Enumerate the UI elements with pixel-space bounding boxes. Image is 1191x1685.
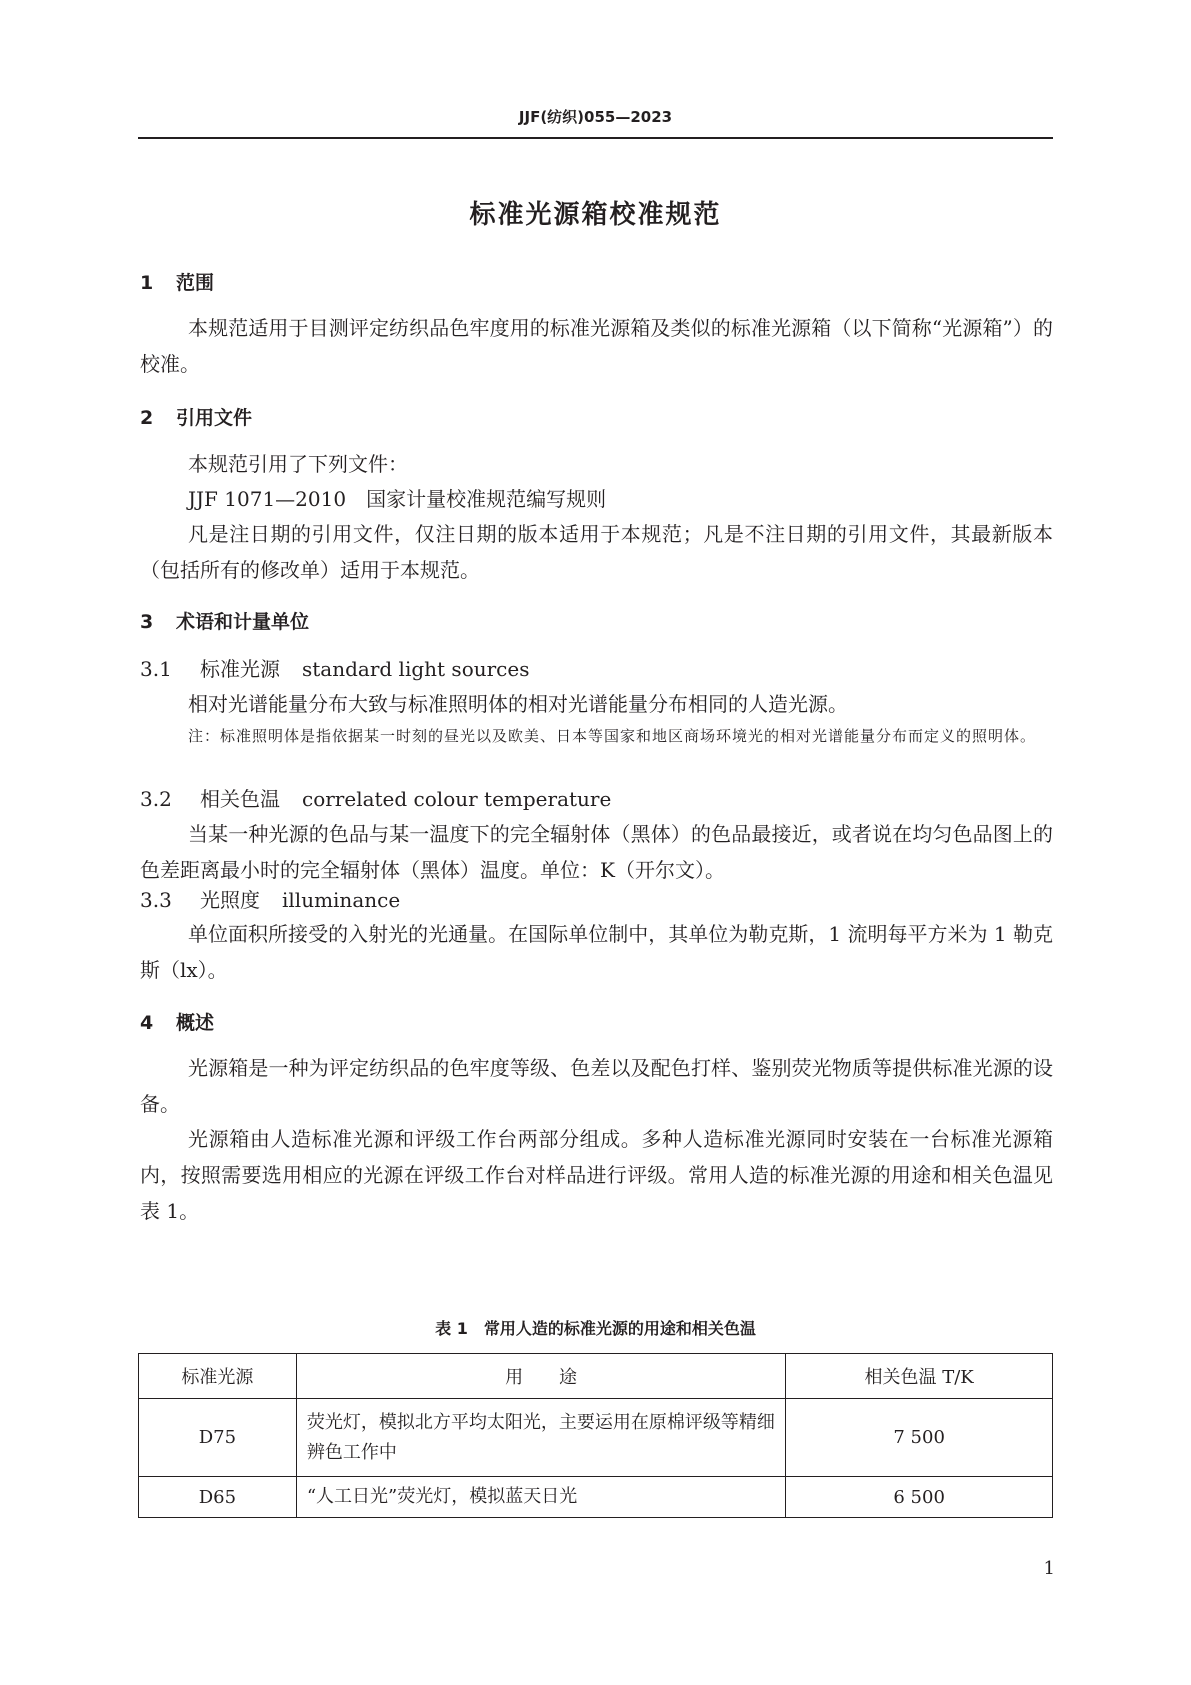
section-title: 概述 (176, 1012, 215, 1034)
cell-source: D65 (139, 1477, 297, 1518)
term-3-3 (140, 882, 400, 918)
term-en: illuminance (282, 888, 401, 912)
term-number: 3.1 (140, 657, 172, 681)
header-use: 用 途 (296, 1354, 785, 1399)
section-number: 4 (140, 1012, 154, 1034)
section-2-paragraph: 凡是注日期的引用文件，仅注日期的版本适用于本规范；凡是不注日期的引用文件，其最新版本（包括所有的修改单）适用于本规范。 (140, 522, 1053, 582)
section-4-heading (140, 1008, 214, 1035)
term-en: standard light sources (302, 657, 530, 681)
header-source: 标准光源 (139, 1354, 297, 1399)
page-number: 1 (1043, 1558, 1055, 1579)
section-1-heading (140, 268, 214, 295)
cell-source: D75 (139, 1399, 297, 1477)
term-3-1-definition: 相对光谱能量分布大致与标准照明体的相对光谱能量分布相同的人造光源。 (188, 692, 848, 716)
term-en: correlated colour temperature (302, 787, 612, 811)
term-zh: 标准光源 (200, 657, 280, 681)
table-row (139, 1477, 1053, 1518)
term-3-1 (140, 651, 529, 687)
header-temp: 相关色温 T/K (786, 1354, 1053, 1399)
section-3-heading (140, 607, 309, 634)
table-header-row (139, 1354, 1053, 1399)
cell-temp: 6 500 (786, 1477, 1053, 1518)
section-2-intro: 本规范引用了下列文件： (188, 452, 408, 476)
section-2-heading (140, 403, 252, 430)
term-zh: 光照度 (200, 888, 260, 912)
page-title: 标准光源箱校准规范 (469, 200, 722, 230)
term-3-3-definition: 单位面积所接受的入射光的光通量。在国际单位制中，其单位为勒克斯，1 流明每平方米为 1 勒克斯（lx）。 (140, 922, 1053, 982)
table-caption: 表 1 常用人造的标准光源的用途和相关色温 (435, 1319, 756, 1338)
section-4-paragraph-1: 光源箱是一种为评定纺织品的色牢度等级、色差以及配色打样、鉴别荧光物质等提供标准光源的设备。 (140, 1056, 1053, 1116)
section-title: 术语和计量单位 (176, 611, 310, 633)
cell-use: 荧光灯，模拟北方平均太阳光，主要运用在原棉评级等精细辨色工作中 (296, 1399, 785, 1477)
section-title: 范围 (176, 272, 215, 294)
term-3-2-definition: 当某一种光源的色品与某一温度下的完全辐射体（黑体）的色品最接近，或者说在均匀色品图上的色差距离最小时的完全辐射体（黑体）温度。单位：K（开尔文）。 (140, 822, 1053, 882)
table-row (139, 1399, 1053, 1477)
term-3-1-note: 注：标准照明体是指依据某一时刻的昼光以及欧美、日本等国家和地区商场环境光的相对光谱能量分布而定义的照明体。 (188, 727, 1037, 745)
section-1-paragraph: 本规范适用于目测评定纺织品色牢度用的标准光源箱及类似的标准光源箱（以下简称“光源箱”）的校准。 (140, 316, 1053, 376)
cell-use: “人工日光”荧光灯，模拟蓝天日光 (296, 1477, 785, 1518)
term-3-2 (140, 781, 611, 817)
cell-temp: 7 500 (786, 1399, 1053, 1477)
term-number: 3.2 (140, 787, 172, 811)
section-title: 引用文件 (176, 407, 253, 429)
document-code: JJF(纺织)055—2023 (518, 108, 673, 126)
header-rule (138, 137, 1053, 139)
section-number: 1 (140, 272, 154, 294)
normative-reference: JJF 1071—2010 国家计量校准规范编写规则 (188, 487, 607, 511)
section-4-paragraph-2: 光源箱由人造标准光源和评级工作台两部分组成。多种人造标准光源同时安装在一台标准光源箱内，按照需要选用相应的光源在评级工作台对样品进行评级。常用人造的标准光源的用途和相关色温见表 1。 (140, 1127, 1053, 1223)
term-zh: 相关色温 (200, 787, 280, 811)
light-source-table (138, 1353, 1053, 1518)
section-number: 2 (140, 407, 154, 429)
section-number: 3 (140, 611, 154, 633)
term-number: 3.3 (140, 888, 172, 912)
